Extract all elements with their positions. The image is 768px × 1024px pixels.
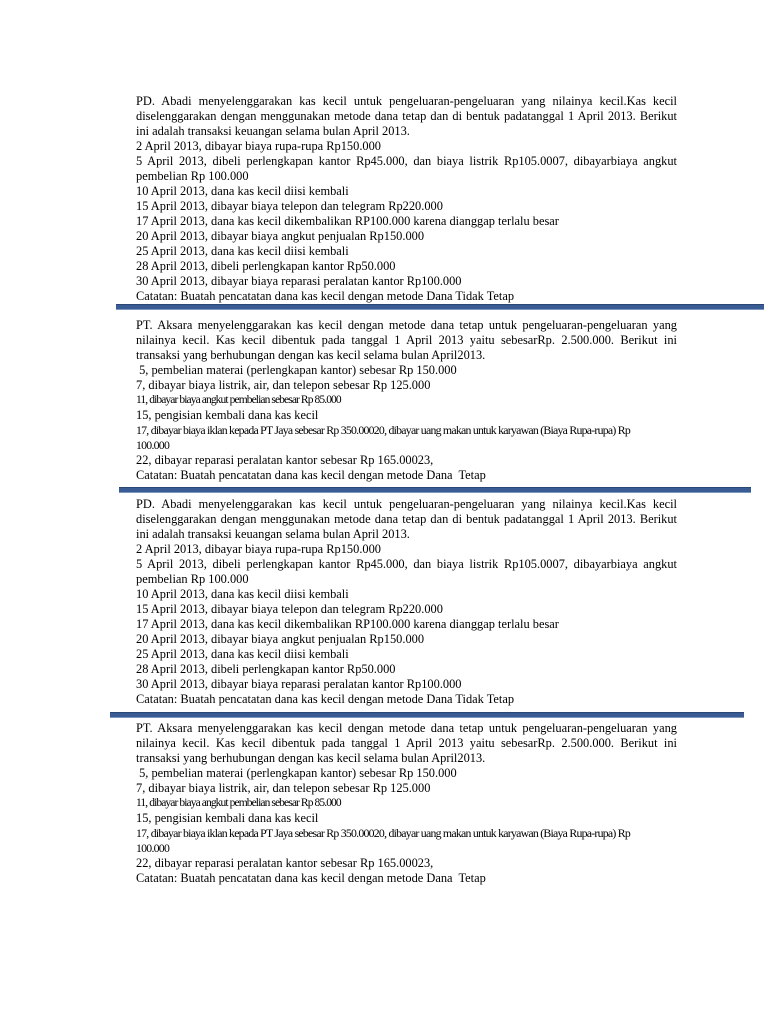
intro-line: ini adalah transaksi keuangan selama bulan April 2013. bbox=[136, 124, 410, 138]
transaction-line: 28 April 2013, dibeli perlengkapan kantor Rp50.000 bbox=[136, 662, 396, 676]
transaction-line: 17 April 2013, dana kas kecil dikembalikan RP100.000 karena dianggap terlalu besar bbox=[136, 214, 559, 228]
transaction-text: 100.000 bbox=[136, 438, 170, 452]
note-line: Catatan: Buatah pencatatan dana kas kecil dengan metode Dana Tetap bbox=[136, 468, 486, 482]
transaction-line: 15 April 2013, dibayar biaya telepon dan telegram Rp220.000 bbox=[136, 602, 443, 616]
note-line: Catatan: Buatah pencatatan dana kas kecil dengan metode Dana Tidak Tetap bbox=[136, 289, 515, 303]
intro-line: ini adalah transaksi keuangan selama bulan April 2013. bbox=[136, 527, 410, 541]
transaction-line: 20 April 2013, dibayar biaya angkut penjualan Rp150.000 bbox=[136, 229, 425, 243]
section-pd-abadi-2 bbox=[136, 497, 677, 707]
transaction-line: 25 April 2013, dana kas kecil diisi kembali bbox=[136, 244, 349, 258]
transaction-line: 7, dibayar biaya listrik, air, dan telepon sebesar Rp 125.000 bbox=[136, 781, 431, 795]
transaction-line: 15, pengisian kembali dana kas kecil bbox=[136, 811, 319, 825]
transaction-line: 30 April 2013, dibayar biaya reparasi peralatan kantor Rp100.000 bbox=[136, 677, 462, 691]
transaction-line bbox=[136, 841, 677, 856]
note-line: Catatan: Buatah pencatatan dana kas kecil dengan metode Dana Tetap bbox=[136, 871, 486, 885]
intro-line: diselenggarakan dengan menggunakan metode dana tetap dan di bentuk padatanggal 1 April 2013. Berikut bbox=[136, 512, 677, 526]
section-pd-abadi-1 bbox=[136, 94, 677, 304]
intro-line: nilainya kecil. Kas kecil dibentuk pada tanggal 1 April 2013 yaitu sebesarRp. 2.500.000. Berikut ini bbox=[136, 333, 677, 347]
intro-line: diselenggarakan dengan menggunakan metode dana tetap dan di bentuk padatanggal 1 April 2013. Berikut bbox=[136, 109, 677, 123]
transaction-line: 10 April 2013, dana kas kecil diisi kembali bbox=[136, 587, 349, 601]
transaction-line: 30 April 2013, dibayar biaya reparasi peralatan kantor Rp100.000 bbox=[136, 274, 462, 288]
transaction-line bbox=[136, 423, 677, 438]
transaction-line: 5 April 2013, dibeli perlengkapan kantor Rp45.000, dan biaya listrik Rp105.0007, dibayarbiaya angkut bbox=[136, 557, 677, 571]
intro-line: nilainya kecil. Kas kecil dibentuk pada tanggal 1 April 2013 yaitu sebesarRp. 2.500.000. Berikut ini bbox=[136, 736, 677, 750]
transaction-line bbox=[136, 826, 677, 841]
transaction-line: 5, pembelian materai (perlengkapan kantor) sebesar Rp 150.000 bbox=[136, 363, 457, 377]
intro-line: PT. Aksara menyelenggarakan kas kecil dengan metode dana tetap untuk pengeluaran-pengeluaran yang bbox=[136, 721, 677, 735]
transaction-line: 7, dibayar biaya listrik, air, dan telepon sebesar Rp 125.000 bbox=[136, 378, 431, 392]
transaction-text: 17, dibayar biaya iklan kepada PT Jaya sebesar Rp 350.00020, dibayar uang makan untuk karyawan (Biaya Rupa-rupa) Rp bbox=[136, 826, 631, 840]
transaction-line: 5 April 2013, dibeli perlengkapan kantor Rp45.000, dan biaya listrik Rp105.0007, dibayarbiaya angkut bbox=[136, 154, 677, 168]
intro-line: PD. Abadi menyelenggarakan kas kecil untuk pengeluaran-pengeluaran yang nilainya kecil.Kas kecil bbox=[136, 94, 677, 108]
transaction-line: 2 April 2013, dibayar biaya rupa-rupa Rp150.000 bbox=[136, 542, 382, 556]
transaction-line: pembelian Rp 100.000 bbox=[136, 572, 249, 586]
section-pt-aksara-2 bbox=[136, 721, 677, 886]
transaction-line: 20 April 2013, dibayar biaya angkut penjualan Rp150.000 bbox=[136, 632, 425, 646]
note-line: Catatan: Buatah pencatatan dana kas kecil dengan metode Dana Tidak Tetap bbox=[136, 692, 515, 706]
transaction-line: 17 April 2013, dana kas kecil dikembalikan RP100.000 karena dianggap terlalu besar bbox=[136, 617, 559, 631]
transaction-line: 22, dibayar reparasi peralatan kantor sebesar Rp 165.00023, bbox=[136, 856, 434, 870]
transaction-text: 11, dibayar biaya angkut pembelian sebesar Rp 85.000 bbox=[136, 797, 341, 809]
transaction-line: 25 April 2013, dana kas kecil diisi kembali bbox=[136, 647, 349, 661]
transaction-line: pembelian Rp 100.000 bbox=[136, 169, 249, 183]
section-divider bbox=[110, 712, 744, 718]
transaction-line: 10 April 2013, dana kas kecil diisi kembali bbox=[136, 184, 349, 198]
transaction-line: 2 April 2013, dibayar biaya rupa-rupa Rp150.000 bbox=[136, 139, 382, 153]
transaction-text: 17, dibayar biaya iklan kepada PT Jaya sebesar Rp 350.00020, dibayar uang makan untuk karyawan (Biaya Rupa-rupa) Rp bbox=[136, 423, 631, 437]
transaction-line: 15 April 2013, dibayar biaya telepon dan telegram Rp220.000 bbox=[136, 199, 443, 213]
section-divider bbox=[116, 304, 764, 310]
section-divider bbox=[119, 487, 751, 493]
transaction-line: 22, dibayar reparasi peralatan kantor sebesar Rp 165.00023, bbox=[136, 453, 434, 467]
intro-line: PD. Abadi menyelenggarakan kas kecil untuk pengeluaran-pengeluaran yang nilainya kecil.Kas kecil bbox=[136, 497, 677, 511]
transaction-line: 28 April 2013, dibeli perlengkapan kantor Rp50.000 bbox=[136, 259, 396, 273]
intro-line: transaksi yang berhubungan dengan kas kecil selama bulan April2013. bbox=[136, 751, 486, 765]
transaction-text: 11, dibayar biaya angkut pembelian sebesar Rp 85.000 bbox=[136, 394, 341, 406]
transaction-line bbox=[136, 393, 677, 408]
section-pt-aksara-1 bbox=[136, 318, 677, 483]
intro-line: PT. Aksara menyelenggarakan kas kecil dengan metode dana tetap untuk pengeluaran-pengeluaran yang bbox=[136, 318, 677, 332]
transaction-line bbox=[136, 796, 677, 811]
transaction-text: 100.000 bbox=[136, 841, 170, 855]
transaction-line: 15, pengisian kembali dana kas kecil bbox=[136, 408, 319, 422]
transaction-line: 5, pembelian materai (perlengkapan kantor) sebesar Rp 150.000 bbox=[136, 766, 457, 780]
transaction-line bbox=[136, 438, 677, 453]
intro-line: transaksi yang berhubungan dengan kas kecil selama bulan April2013. bbox=[136, 348, 486, 362]
